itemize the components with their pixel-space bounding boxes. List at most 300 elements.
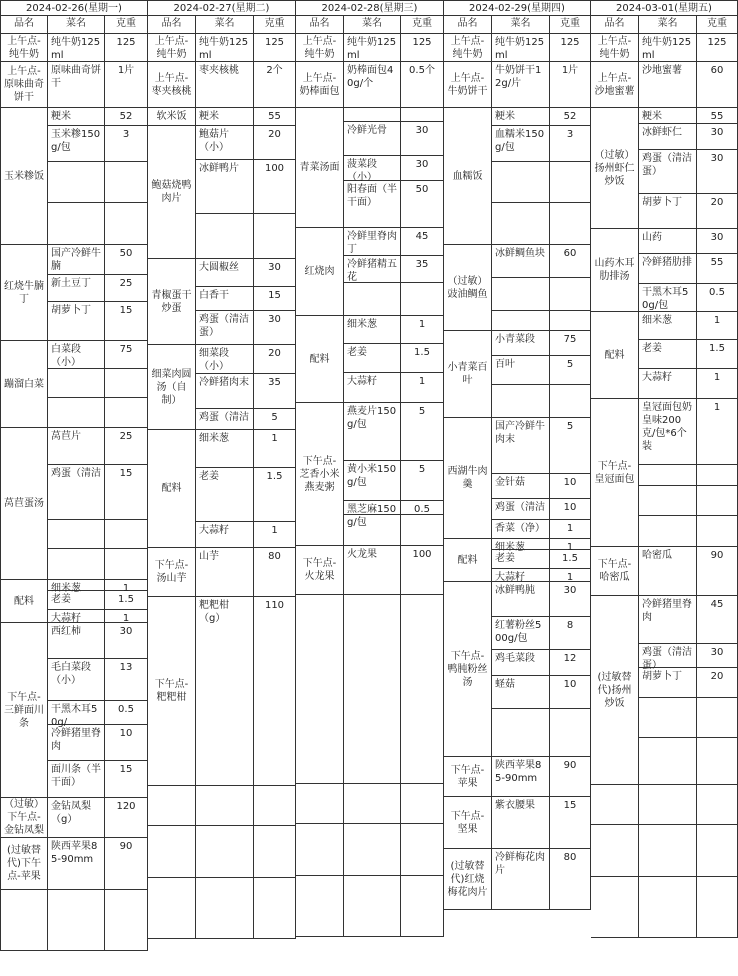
weight-cell: 90 [697,547,738,596]
weight-cell [105,203,148,245]
dish-name: （过敏）扬州虾仁炒饭 [591,108,639,229]
ingredient-cell [492,162,550,203]
weight-cell [401,824,444,876]
dish-name: 上午点-纯牛奶 [591,34,639,62]
weight-cell: 1 [105,580,148,591]
ingredient-cell: 冷鲜猪肉末 [196,374,254,409]
weight-cell [401,108,444,122]
weight-cell [105,890,148,951]
ingredient-cell: 鸡蛋（清洁蛋） [639,644,697,668]
column-header-name: 品名 [148,16,196,34]
ingredient-cell: 西红柿 [48,623,105,659]
weight-cell [697,825,738,877]
ingredient-cell [48,369,105,398]
weight-cell: 30 [550,582,591,617]
ingredient-cell [196,878,254,939]
weight-cell: 15 [105,761,148,798]
dish-name: 上午点-纯牛奶 [148,34,196,62]
weight-cell [697,486,738,516]
weight-cell [401,784,444,824]
weight-cell: 1 [697,399,738,465]
weight-cell [697,785,738,825]
weight-cell [401,283,444,316]
ingredient-cell: 胡萝卜丁 [639,668,697,698]
weight-cell: 1 [550,520,591,539]
column-header-dish: 菜名 [639,16,697,34]
ingredient-cell: 大蒜籽 [639,369,697,399]
weight-cell: 60 [697,62,738,108]
weight-cell: 0.5 [401,501,444,515]
weight-cell: 35 [401,256,444,283]
ingredient-cell: 鸡毛菜段 [492,650,550,676]
ingredient-cell [492,709,550,757]
weight-cell: 30 [697,229,738,254]
dish-name: 西湖牛肉羹 [444,418,492,539]
weight-cell: 90 [550,757,591,797]
column-header-weight: 克重 [254,16,296,34]
ingredient-cell [344,824,401,876]
weight-cell: 10 [550,676,591,709]
ingredient-cell: 老姜 [196,468,254,522]
ingredient-cell [639,785,697,825]
ingredient-cell [48,520,105,549]
weight-cell: 1.5 [105,591,148,610]
weight-cell: 10 [550,499,591,520]
weight-cell: 1 [550,569,591,582]
ingredient-cell [196,214,254,259]
ingredient-cell [492,385,550,418]
ingredient-cell [639,486,697,516]
weight-cell: 1.5 [254,468,296,522]
weight-cell: 10 [550,474,591,499]
dish-name [148,878,196,939]
weight-cell: 1.5 [697,340,738,369]
dish-name: 上午点-牛奶饼干 [444,62,492,108]
ingredient-cell: 山芋 [196,548,254,597]
weight-cell [401,515,444,546]
weight-cell: 10 [105,725,148,761]
ingredient-cell: 新土豆丁 [48,275,105,302]
weight-cell [105,398,148,428]
weight-cell: 30 [401,156,444,181]
dish-name: 红烧牛腩丁 [0,245,48,341]
dish-name: 上午点-沙地蜜薯 [591,62,639,108]
day-date-header: 2024-02-29(星期四) [444,0,591,16]
ingredient-cell: 干黑木耳50g/ [48,701,105,725]
dish-name: 下午点-汤山芋 [148,548,196,597]
weight-cell: 3 [105,126,148,162]
dish-name [148,786,196,826]
day-date-header: 2024-03-01(星期五) [591,0,738,16]
column-header-weight: 克重 [550,16,591,34]
ingredient-cell: 莴苣片 [48,428,105,465]
dish-name: 配料 [591,312,639,399]
ingredient-cell [492,278,550,311]
ingredient-cell: 大蒜籽 [196,522,254,548]
weight-cell: 0.5个 [401,62,444,108]
weight-cell: 1 [550,539,591,550]
ingredient-cell: 纯牛奶125ml [492,34,550,62]
column-header-dish: 菜名 [344,16,401,34]
ingredient-cell: 皇冠面包奶皇味200克/包*6个装 [639,399,697,465]
ingredient-cell [48,398,105,428]
ingredient-cell: 大蒜籽 [48,610,105,623]
weight-cell: 5 [401,403,444,461]
ingredient-cell: 小青菜段 [492,331,550,356]
ingredient-cell: 冰鲜鸭肫 [492,582,550,617]
ingredient-cell: 香菜（净） [492,520,550,539]
weight-cell: 100 [401,546,444,595]
weight-cell: 0.5 [697,284,738,312]
weight-cell: 125 [401,34,444,62]
ingredient-cell: 紫衣腰果 [492,797,550,849]
weight-cell [550,278,591,311]
weight-cell [697,738,738,785]
weight-cell [697,465,738,486]
dish-name [0,890,48,951]
ingredient-cell [48,890,105,951]
weight-cell: 20 [697,194,738,229]
weight-cell: 52 [105,108,148,126]
weight-cell: 90 [105,838,148,890]
weight-cell: 120 [105,798,148,838]
dish-name: 血糯饭 [444,108,492,245]
weight-cell [401,876,444,937]
weight-cell: 15 [105,465,148,520]
weight-cell [550,385,591,418]
weight-cell: 1片 [550,62,591,108]
ingredient-cell: 沙地蜜薯 [639,62,697,108]
ingredient-cell: 粳米 [639,108,697,124]
ingredient-cell: 牛奶饼干12g/片 [492,62,550,108]
ingredient-cell: 老姜 [344,344,401,373]
dish-name: 青菜汤面 [296,108,344,228]
dish-name: 下午点-芝香小米燕麦粥 [296,403,344,546]
ingredient-cell: 鲍菇片（小） [196,126,254,160]
weight-cell: 3 [550,126,591,162]
dish-name: 下午点-三鲜面川条 [0,623,48,798]
ingredient-cell: 原味曲奇饼干 [48,62,105,108]
ingredient-cell: 大圆椒丝 [196,259,254,287]
weight-cell: 125 [254,34,296,62]
ingredient-cell [639,877,697,938]
dish-name: 青椒蛋干炒蛋 [148,259,196,345]
weight-cell: 30 [697,644,738,668]
dish-name: 上午点-奶棒面包 [296,62,344,108]
ingredient-cell: 胡萝卜丁 [48,302,105,341]
ingredient-cell: 国产冷鲜牛肉末 [492,418,550,474]
ingredient-cell: 红薯粉丝500g/包 [492,617,550,650]
weight-cell: 1片 [105,62,148,108]
ingredient-cell: 冰鲜鸭片 [196,160,254,214]
weight-cell: 2个 [254,62,296,108]
weight-cell: 5 [550,356,591,385]
dish-name: 下午点-皇冠面包 [591,399,639,547]
weight-cell [105,369,148,398]
dish-name: （过敏）下午点-金钻凤梨 [0,798,48,838]
ingredient-cell: 老姜 [639,340,697,369]
ingredient-cell [196,786,254,826]
ingredient-cell: 枣夹核桃 [196,62,254,108]
ingredient-cell: 陕西苹果85-90mm [48,838,105,890]
weight-cell [105,549,148,580]
ingredient-cell: 鸡蛋（清洁蛋） [196,311,254,345]
weight-cell: 25 [105,428,148,465]
dish-name: （过敏）豉油鲷鱼 [444,245,492,331]
ingredient-cell: 白香干 [196,287,254,311]
ingredient-cell: 金针菇 [492,474,550,499]
weight-cell: 45 [697,596,738,644]
weight-cell: 25 [105,275,148,302]
weight-cell: 15 [105,302,148,341]
weight-cell: 1 [254,522,296,548]
ingredient-cell: 鸡蛋（清洁 [196,409,254,430]
ingredient-cell [344,108,401,122]
weight-cell: 60 [550,245,591,278]
ingredient-cell [639,825,697,877]
ingredient-cell: 细米葱 [196,430,254,468]
weight-cell [105,520,148,549]
ingredient-cell: 玉米糁150g/包 [48,126,105,162]
ingredient-cell [639,465,697,486]
dish-name: 上午点-纯牛奶 [296,34,344,62]
ingredient-cell: 燕麦片150g/包 [344,403,401,461]
ingredient-cell [492,311,550,331]
weight-cell: 1 [401,316,444,344]
ingredient-cell: 胡萝卜丁 [639,194,697,229]
weight-cell [105,162,148,203]
ingredient-cell [48,162,105,203]
ingredient-cell: 陕西苹果85-90mm [492,757,550,797]
weight-cell: 55 [697,108,738,124]
weight-cell: 13 [105,659,148,701]
ingredient-cell: 国产冷鲜牛腩 [48,245,105,275]
weight-cell: 45 [401,228,444,256]
ingredient-cell [344,876,401,937]
column-header-dish: 菜名 [492,16,550,34]
weight-cell: 52 [550,108,591,126]
ingredient-cell: 鸡蛋（清洁 [48,465,105,520]
weight-cell: 50 [401,181,444,228]
weight-cell: 100 [254,160,296,214]
column-header-name: 品名 [0,16,48,34]
weight-cell: 1 [254,430,296,468]
ingredient-cell: 纯牛奶125ml [639,34,697,62]
ingredient-cell: 大蒜籽 [492,569,550,582]
ingredient-cell: 粑粑柑（g） [196,597,254,786]
ingredient-cell: 黄小米150g/包 [344,461,401,501]
ingredient-cell: 菠菜段（小） [344,156,401,181]
weight-cell [254,878,296,939]
weight-cell [550,311,591,331]
ingredient-cell: 火龙果 [344,546,401,595]
column-header-name: 品名 [591,16,639,34]
ingredient-cell: 细米葱 [48,580,105,591]
ingredient-cell: 老姜 [48,591,105,610]
weight-cell: 125 [105,34,148,62]
dish-name: 上午点-枣夹核桃 [148,62,196,108]
dish-name: (过敏替代)红烧梅花肉片 [444,849,492,910]
ingredient-cell: 细米葱 [344,316,401,344]
dish-name [296,595,344,784]
dish-name: 软米饭 [148,108,196,126]
column-header-dish: 菜名 [48,16,105,34]
ingredient-cell: 纯牛奶125ml [48,34,105,62]
ingredient-cell: 纯牛奶125ml [344,34,401,62]
dish-name: 下午点-坚果 [444,797,492,849]
weight-cell: 30 [401,122,444,156]
dish-name: 细菜肉圆汤（自制） [148,345,196,430]
dish-name: 配料 [148,430,196,548]
ingredient-cell: 金钻凤梨（g） [48,798,105,838]
dish-name [591,877,639,938]
weight-cell [550,162,591,203]
weight-cell: 1 [697,312,738,340]
ingredient-cell: 百叶 [492,356,550,385]
dish-name: 莴苣蛋汤 [0,428,48,580]
ingredient-cell: 奶棒面包40g/个 [344,62,401,108]
weight-cell: 30 [254,259,296,287]
ingredient-cell: 面川条（半干面） [48,761,105,798]
weight-cell: 1.5 [401,344,444,373]
weight-cell: 50 [105,245,148,275]
ingredient-cell: 细米葱 [492,539,550,550]
ingredient-cell: 粳米 [492,108,550,126]
weight-cell: 0.5 [105,701,148,725]
dish-name: 下午点-苹果 [444,757,492,797]
ingredient-cell [48,549,105,580]
weight-cell: 1 [105,610,148,623]
weight-cell: 125 [550,34,591,62]
dish-name [591,785,639,825]
weight-cell [697,698,738,738]
ingredient-cell: 纯牛奶125ml [196,34,254,62]
weight-cell: 30 [254,311,296,345]
column-header-weight: 克重 [105,16,148,34]
dish-name: 下午点-哈密瓜 [591,547,639,596]
ingredient-cell: 冷鲜猪里脊肉 [48,725,105,761]
weight-cell: 5 [550,418,591,474]
weight-cell: 75 [550,331,591,356]
ingredient-cell: 冰鲜鲷鱼块 [492,245,550,278]
weight-cell: 80 [550,849,591,910]
dish-name: 下午点-粑粑柑 [148,597,196,786]
column-header-name: 品名 [296,16,344,34]
dish-name: 上午点-纯牛奶 [444,34,492,62]
ingredient-cell: 冷鲜梅花肉片 [492,849,550,910]
ingredient-cell: 冷鲜猪精五花 [344,256,401,283]
ingredient-cell: 黑芝麻150g/包 [344,501,401,515]
weight-cell [697,877,738,938]
ingredient-cell [639,516,697,547]
weight-cell: 55 [254,108,296,126]
dish-name: 上午点-原味曲奇饼干 [0,62,48,108]
dish-name [296,876,344,937]
dish-name: (过敏替代)扬州炒饭 [591,596,639,785]
ingredient-cell [344,515,401,546]
ingredient-cell [639,738,697,785]
dish-name: 下午点-火龙果 [296,546,344,595]
ingredient-cell: 粳米 [196,108,254,126]
weight-cell: 20 [697,668,738,698]
ingredient-cell: 鸡蛋（清洁 [492,499,550,520]
day-date-header: 2024-02-27(星期二) [148,0,296,16]
column-header-dish: 菜名 [196,16,254,34]
weight-cell: 30 [697,150,738,194]
weight-cell: 30 [105,623,148,659]
dish-name: 蹦溜白菜 [0,341,48,428]
weight-cell [550,709,591,757]
dish-name: 配料 [296,316,344,403]
dish-name [296,784,344,824]
weight-cell: 110 [254,597,296,786]
dish-name [296,824,344,876]
weight-cell: 20 [254,126,296,160]
day-date-header: 2024-02-28(星期三) [296,0,444,16]
weight-cell: 5 [254,409,296,430]
dish-name: 红烧肉 [296,228,344,316]
weight-cell: 55 [697,254,738,284]
weight-cell: 20 [254,345,296,374]
weight-cell [254,786,296,826]
dish-name: 玉米糁饭 [0,108,48,245]
weight-cell: 80 [254,548,296,597]
ingredient-cell: 冷鲜猪里脊肉 [639,596,697,644]
ingredient-cell: 冷鲜里脊肉丁 [344,228,401,256]
column-header-weight: 克重 [401,16,444,34]
dish-name [148,826,196,878]
weight-cell: 30 [697,124,738,150]
ingredient-cell: 细菜段（小） [196,345,254,374]
column-header-name: 品名 [444,16,492,34]
ingredient-cell [48,203,105,245]
dish-name: 小青菜百叶 [444,331,492,418]
ingredient-cell: 冷鲜猪肋排 [639,254,697,284]
ingredient-cell: 老姜 [492,550,550,569]
weight-cell: 35 [254,374,296,409]
weight-cell: 1 [697,369,738,399]
dish-name: 山药木耳肋排汤 [591,229,639,312]
dish-name [591,825,639,877]
ingredient-cell [344,784,401,824]
ingredient-cell: 冰鲜虾仁 [639,124,697,150]
ingredient-cell: 细米葱 [639,312,697,340]
ingredient-cell [492,203,550,245]
dish-name: 上午点-纯牛奶 [0,34,48,62]
weight-cell [401,595,444,784]
weight-cell: 125 [697,34,738,62]
ingredient-cell: 粳米 [48,108,105,126]
weight-cell: 15 [550,797,591,849]
ingredient-cell: 山药 [639,229,697,254]
weight-cell: 75 [105,341,148,369]
ingredient-cell: 大蒜籽 [344,373,401,403]
dish-name: 鲍菇烧鸭肉片 [148,126,196,259]
weight-cell [550,203,591,245]
column-header-weight: 克重 [697,16,738,34]
weight-cell: 15 [254,287,296,311]
ingredient-cell [344,595,401,784]
weight-cell [254,826,296,878]
ingredient-cell: 血糯米150g/包 [492,126,550,162]
dish-name: (过敏替代)下午点-苹果 [0,838,48,890]
ingredient-cell: 哈密瓜 [639,547,697,596]
weight-cell: 8 [550,617,591,650]
day-date-header: 2024-02-26(星期一) [0,0,148,16]
dish-name: 配料 [0,580,48,623]
ingredient-cell: 白菜段（小） [48,341,105,369]
ingredient-cell: 鸡蛋（清洁蛋） [639,150,697,194]
